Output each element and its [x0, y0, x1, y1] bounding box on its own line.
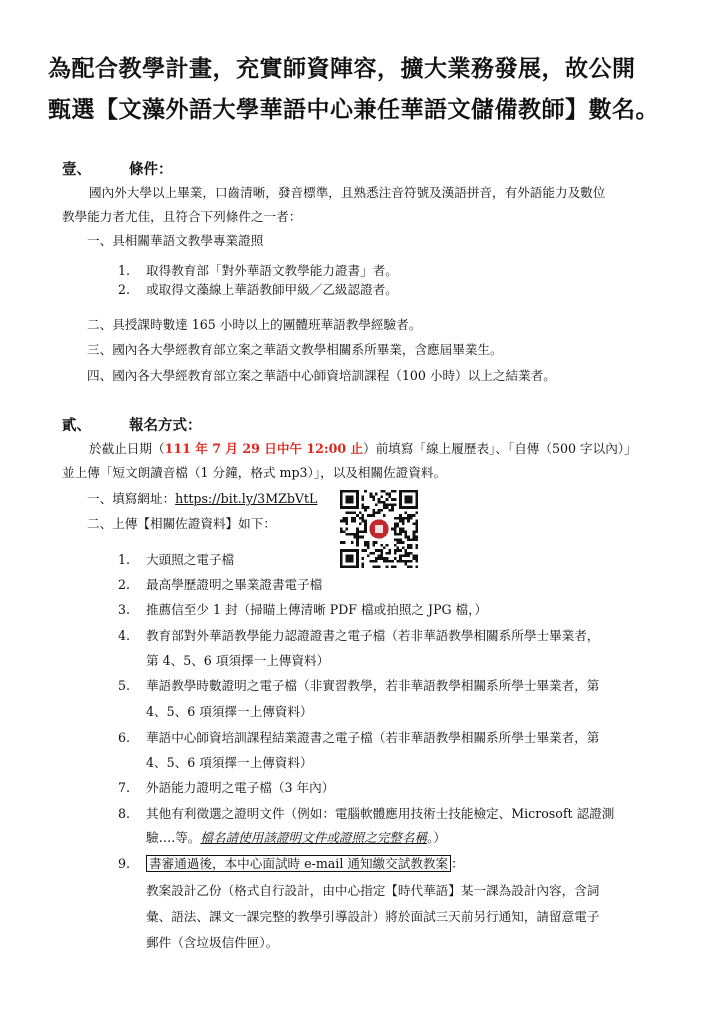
upload-documents-label: 二、上傳【相關佐證資料】如下：	[87, 516, 276, 531]
application-line-1	[89, 440, 637, 458]
upload-item-9-line-4: 郵件（含垃圾信件匣）。	[146, 935, 279, 950]
boxed-notice: 書審通過後，本中心面試時 e-mail 通知繳交試教教案	[146, 855, 451, 872]
condition-sub-item-2	[118, 281, 398, 299]
qr-finder-pattern-top-left	[340, 490, 359, 509]
upload-item-6-continued: 4、5、6 項須擇一上傳資料）	[146, 755, 313, 770]
item-text: 華語中心師資培訓課程結業證書之電子檔（若非華語教學相關系所學士畢業者，第	[146, 730, 600, 745]
condition-item-4: 四、國內各大學經教育部立案之華語中心師資培訓課程（100 小時）以上之結業者。	[87, 368, 556, 383]
item-text: ：	[451, 856, 464, 871]
condition-item-2: 二、具授課時數達 165 小時以上的團體班華語教學經驗者。	[87, 317, 422, 332]
section-1-intro-line-2: 教學能力者尤佳，且符合下列條件之一者：	[62, 209, 302, 224]
condition-sub-item-1	[118, 262, 398, 280]
item-number: 6.	[118, 730, 131, 745]
item-text: 。）	[427, 830, 446, 845]
upload-item-8	[118, 805, 614, 823]
condition-item-1: 一、具相關華語文教學專業證照	[87, 233, 264, 248]
upload-item-9-line-2: 教案設計乙份（格式自行設計，由中心指定【時代華語】某一課為設計內容，含詞	[146, 883, 600, 898]
item-number: 7.	[118, 780, 131, 795]
section-1-intro-line-1: 國內外大學以上畢業，口齒清晰，發音標準，且熟悉注音符號及漢語拼音，有外語能力及數位	[89, 185, 606, 200]
item-text: 外語能力證明之電子檔（3 年內）	[146, 780, 335, 795]
fill-in-label: 一、填寫網址：	[87, 491, 176, 506]
qr-finder-pattern-top-right	[399, 490, 418, 509]
upload-item-5	[118, 677, 599, 695]
application-line-1-prefix: 於截止日期（	[89, 441, 165, 456]
application-line-2: 並上傳「短文朗讀音檔（1 分鐘，格式 mp3）」，以及相關佐證資料。	[62, 465, 447, 480]
application-url-link[interactable]: https://bit.ly/3MZbVtL	[175, 491, 318, 506]
upload-item-1	[118, 551, 234, 569]
item-text: 推薦信至少 1 封（掃瞄上傳清晰 PDF 檔或拍照之 JPG 檔，）	[146, 602, 488, 617]
deadline-text: 111 年 7 月 29 日中午 12:00 止	[164, 441, 364, 456]
upload-item-4	[118, 627, 599, 645]
item-number: 3.	[118, 602, 131, 617]
sub-item-text: 或取得文藻線上華語教師甲級／乙級認證者。	[146, 282, 398, 297]
qr-code-image[interactable]	[340, 490, 418, 568]
section-1-title: 條件：	[129, 161, 173, 178]
fill-in-url-row	[87, 490, 317, 508]
sub-item-text: 取得教育部「對外華語文教學能力證書」者。	[146, 263, 398, 278]
upload-item-3	[118, 601, 487, 619]
item-text: 教育部對外華語教學能力認證證書之電子檔（若非華語教學相關系所學士畢業者，	[146, 628, 600, 643]
upload-item-8-continued	[146, 829, 446, 847]
sub-item-number: 2.	[118, 282, 131, 297]
item-text: 最高學歷證明之畢業證書電子檔	[146, 577, 323, 592]
item-text: 華語教學時數證明之電子檔（非實習教學，若非華語教學相關系所學士畢業者，第	[146, 678, 600, 693]
upload-item-4-continued: 第 4、5、6 項須擇一上傳資料）	[146, 653, 330, 668]
item-number: 2.	[118, 577, 131, 592]
item-text: 大頭照之電子檔	[146, 552, 235, 567]
sub-item-number: 1.	[118, 263, 131, 278]
section-1-heading	[62, 158, 173, 179]
filename-instruction-emphasis: 檔名請使用該證明文件或證照之完整名稱	[200, 830, 428, 845]
item-number: 4.	[118, 628, 131, 643]
upload-item-7	[118, 779, 334, 797]
upload-item-9-line-3: 彙、語法、課文一課完整的教學引導設計）將於面試三天前另行通知，請留意電子	[146, 909, 600, 924]
section-2-number: 貳、	[62, 417, 91, 434]
item-text: 其他有利徵選之證明文件（例如：電腦軟體應用技術士技能檢定、Microsoft 認證測	[146, 806, 615, 821]
item-number: 8.	[118, 806, 131, 821]
section-1-number: 壹、	[62, 161, 91, 178]
page-title-line-2: 甄選【文藻外語大學華語中心兼任華語文儲備教師】數名。	[48, 96, 659, 123]
item-number: 9.	[118, 856, 131, 871]
application-line-1-suffix: ）前填寫「線上履歷表」、「自傳（500 字以內）」	[363, 441, 637, 456]
section-2-title: 報名方式：	[129, 417, 202, 434]
upload-item-2	[118, 576, 322, 594]
item-text: 驗….等。	[146, 830, 201, 845]
page-title-line-1: 為配合教學計畫，充實師資陣容，擴大業務發展，故公開	[48, 55, 636, 82]
item-number: 1.	[118, 552, 131, 567]
section-2-heading	[62, 414, 202, 435]
upload-item-9	[118, 855, 464, 873]
upload-item-6	[118, 729, 599, 747]
upload-item-5-continued: 4、5、6 項須擇一上傳資料）	[146, 704, 313, 719]
condition-item-3: 三、國內各大學經教育部立案之華語文教學相關系所畢業，含應屆畢業生。	[87, 342, 503, 357]
item-number: 5.	[118, 678, 131, 693]
qr-finder-pattern-bottom-left	[340, 549, 359, 568]
